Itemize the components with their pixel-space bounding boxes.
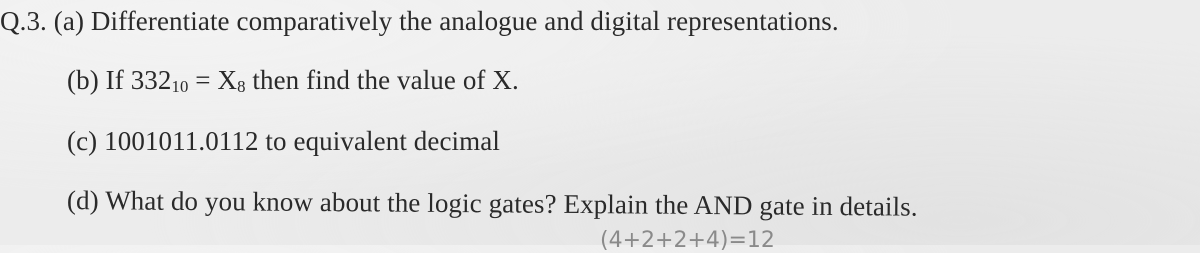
question-part-c: [67, 128, 500, 155]
part-b-base-10: 10: [171, 77, 189, 96]
part-a-label: (a): [53, 6, 85, 36]
part-b-suffix: then find the value of X.: [245, 65, 519, 95]
part-b-middle: = X: [188, 65, 238, 95]
part-b-base-8: 8: [237, 77, 246, 96]
question-part-b: [67, 67, 519, 94]
part-d-label: (d): [66, 185, 99, 216]
question-heading-part-a: [0, 8, 839, 35]
question-number: Q.3.: [0, 6, 47, 36]
handwritten-marks: (4+2+2+4)=12: [600, 228, 775, 253]
part-a-text: Differentiate comparatively the analogue and digital representations.: [90, 6, 839, 36]
part-b-label: (b): [67, 65, 99, 95]
part-d-text: What do you know about the logic gates? Explain the AND gate in details.: [105, 185, 918, 222]
part-b-prefix: If 332: [105, 65, 172, 95]
question-part-d: [67, 187, 918, 221]
part-c-label: (c): [67, 126, 98, 156]
part-c-text: 1001011.0112 to equivalent decimal: [104, 126, 500, 156]
